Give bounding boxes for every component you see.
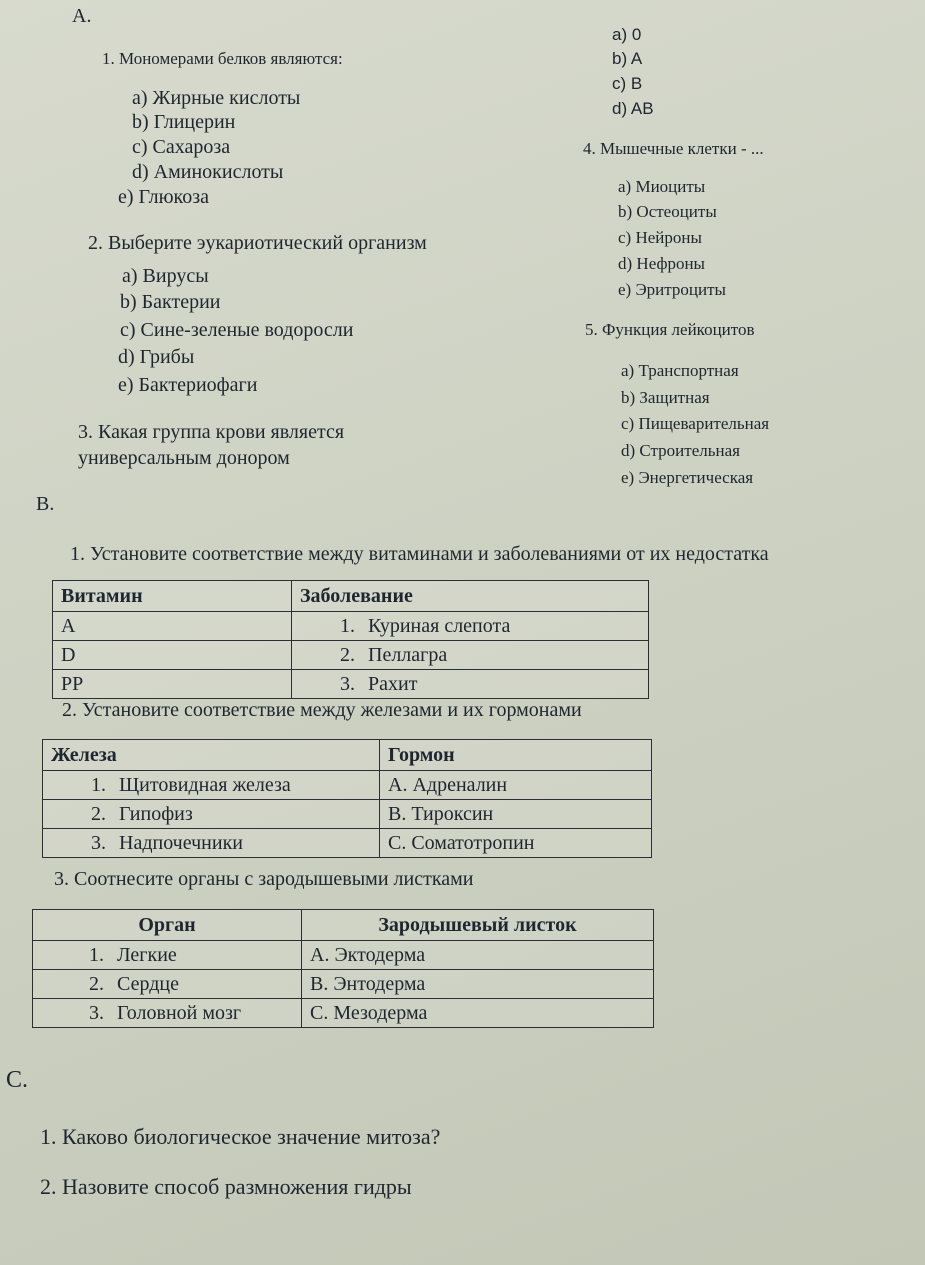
table-row: [53, 670, 649, 699]
cell-number: 3.: [91, 831, 106, 854]
table-row: [33, 941, 654, 970]
table-row: [43, 771, 652, 800]
cell-number: 2.: [340, 643, 355, 666]
table-header: Гормон: [380, 740, 652, 771]
table-cell: [292, 612, 649, 641]
table-row: [43, 800, 652, 829]
option[interactable]: a) Жирные кислоты: [132, 87, 301, 109]
option[interactable]: d) Аминокислоты: [132, 161, 284, 183]
option[interactable]: e) Глюкоза: [118, 186, 209, 208]
table-cell: [33, 970, 302, 999]
table-row: [53, 612, 649, 641]
table-cell: В. Энтодерма: [302, 970, 654, 999]
cell-number: 1.: [91, 773, 106, 796]
table-cell: А. Эктодерма: [302, 941, 654, 970]
question-a2-title: 2. Выберите эукариотический организм: [88, 232, 427, 254]
cell-number: 3.: [89, 1001, 104, 1024]
cell-number: 2.: [91, 802, 106, 825]
table-cell: [33, 999, 302, 1028]
option[interactable]: b) Защитная: [621, 388, 710, 407]
option[interactable]: c) B: [612, 74, 643, 93]
table-cell: А. Адреналин: [380, 771, 652, 800]
option[interactable]: b) Глицерин: [132, 111, 236, 133]
cell-text: Легкие: [117, 943, 177, 966]
option[interactable]: e) Энергетическая: [621, 468, 754, 487]
option[interactable]: b) Остеоциты: [618, 202, 717, 221]
question-a5-title: 5. Функция лейкоцитов: [585, 320, 755, 339]
table-header: Заболевание: [292, 581, 649, 612]
option[interactable]: e) Бактериофаги: [118, 374, 258, 396]
option[interactable]: e) Эритроциты: [618, 280, 726, 299]
cell-text: Головной мозг: [117, 1001, 242, 1024]
option[interactable]: c) Сахароза: [132, 136, 231, 158]
question-c1: 1. Каково биологическое значение митоза?: [40, 1124, 441, 1149]
organs-table: [32, 909, 654, 1028]
cell-text: Щитовидная железа: [119, 773, 291, 796]
cell-text: Гипофиз: [119, 802, 193, 825]
cell-text: Рахит: [368, 672, 418, 695]
table-row: [33, 970, 654, 999]
option[interactable]: c) Пищеварительная: [621, 414, 770, 433]
table-cell: [43, 771, 380, 800]
option[interactable]: a) Миоциты: [618, 177, 706, 196]
option[interactable]: a) Вирусы: [122, 265, 209, 287]
glands-table: [42, 739, 652, 858]
table-cell: D: [53, 641, 292, 670]
option[interactable]: d) Строительная: [621, 441, 740, 460]
option[interactable]: c) Сине-зеленые водоросли: [120, 319, 354, 341]
table-header: Витамин: [53, 581, 292, 612]
question-a4-title: 4. Мышечные клетки - ...: [583, 139, 764, 158]
section-b-label: B.: [36, 493, 55, 515]
question-a1-title: 1. Мономерами белков являются:: [102, 49, 343, 68]
table-cell: В. Тироксин: [380, 800, 652, 829]
option[interactable]: d) AB: [612, 99, 654, 118]
table-cell: [33, 941, 302, 970]
table-header: Орган: [33, 910, 302, 941]
cell-number: 3.: [340, 672, 355, 695]
cell-number: 2.: [89, 972, 104, 995]
table-cell: PP: [53, 670, 292, 699]
cell-text: Пеллагра: [368, 643, 448, 666]
cell-text: Надпочечники: [119, 831, 244, 854]
cell-text: Сердце: [117, 972, 179, 995]
question-a3-title-line2: универсальным донором: [78, 447, 290, 469]
table-header: Железа: [43, 740, 380, 771]
table-cell: [43, 800, 380, 829]
table-row: [33, 999, 654, 1028]
cell-number: 1.: [89, 943, 104, 966]
option[interactable]: a) Транспортная: [621, 361, 739, 380]
question-a3-title-line1: 3. Какая группа крови является: [78, 421, 345, 443]
cell-text: Куриная слепота: [368, 614, 511, 637]
table-cell: [292, 641, 649, 670]
question-b1-title: 1. Установите соответствие между витаминами и заболеваниями от их недостатка: [70, 543, 769, 565]
option[interactable]: d) Нефроны: [618, 254, 705, 273]
option[interactable]: b) Бактерии: [120, 291, 221, 313]
option[interactable]: c) Нейроны: [618, 228, 702, 247]
vitamins-table: [52, 580, 649, 699]
option[interactable]: d) Грибы: [118, 346, 195, 368]
table-cell: [292, 670, 649, 699]
option[interactable]: b) A: [612, 49, 643, 68]
cell-number: 1.: [340, 614, 355, 637]
table-row: [43, 829, 652, 858]
section-c-label: C.: [6, 1067, 29, 1093]
table-cell: [43, 829, 380, 858]
section-a-label: A.: [72, 5, 92, 27]
question-b3-title: 3. Соотнесите органы с зародышевыми листками: [54, 868, 474, 890]
table-cell: С. Соматотропин: [380, 829, 652, 858]
table-cell: С. Мезодерма: [302, 999, 654, 1028]
table-cell: A: [53, 612, 292, 641]
question-c2: 2. Назовите способ размножения гидры: [40, 1174, 412, 1199]
table-header: Зародышевый листок: [302, 910, 654, 941]
option[interactable]: a) 0: [612, 25, 642, 44]
table-row: [53, 641, 649, 670]
question-b2-title: 2. Установите соответствие между железами и их гормонами: [62, 699, 582, 721]
